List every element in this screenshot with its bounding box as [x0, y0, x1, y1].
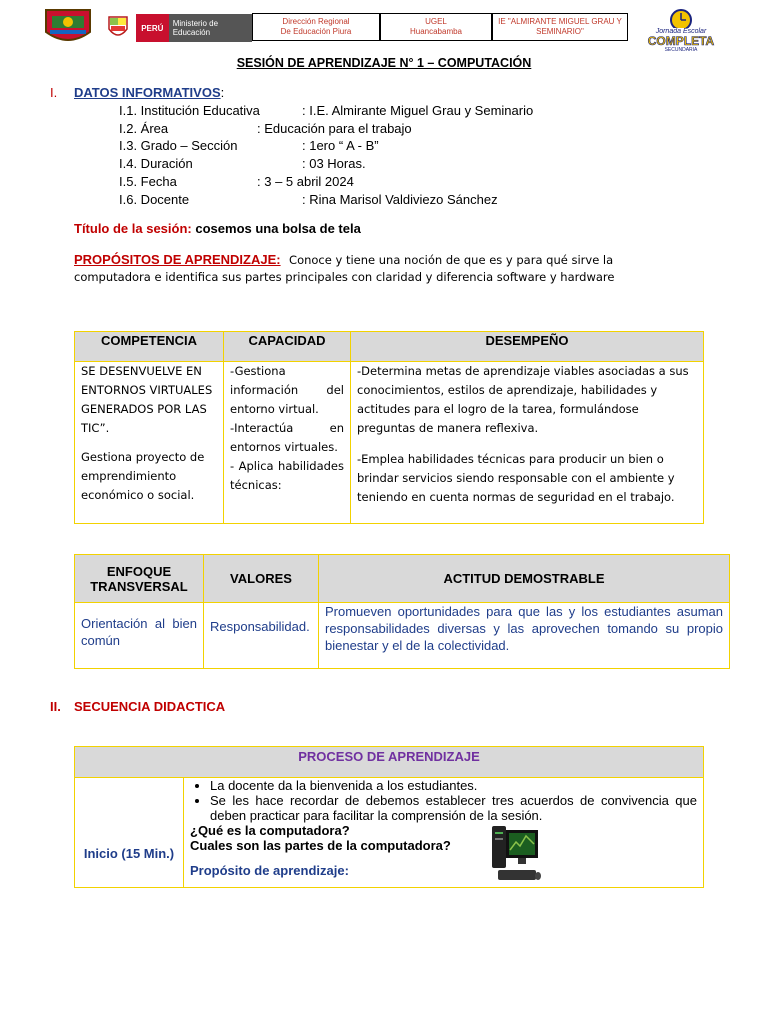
competencia-cell	[75, 362, 224, 524]
info-value-5: : 3 – 5 abril 2024	[257, 174, 354, 189]
dre-box	[252, 13, 380, 41]
info-row-5: I.5. Fecha	[119, 174, 177, 189]
ugel-box	[380, 13, 492, 41]
purposes-label: PROPÓSITOS DE APRENDIZAJE:	[74, 252, 281, 267]
info-value-2: : Educación para el trabajo	[257, 121, 412, 136]
regional-shield-logo	[44, 8, 92, 46]
section2-heading: SECUENCIA DIDACTICA	[74, 699, 226, 714]
col-header-actitud: ACTITUD DEMOSTRABLE	[319, 555, 730, 603]
info-row-1	[119, 103, 260, 118]
col-header-capacidad: CAPACIDAD	[224, 332, 351, 362]
capacidad-3: - Aplica habilidades técnicas:	[230, 459, 344, 492]
info-value-1: : I.E. Almirante Miguel Grau y Seminario	[302, 103, 534, 118]
question-2: Cuales son las partes de la computadora?	[190, 838, 451, 853]
ugel-line1: UGEL	[425, 17, 447, 26]
session-title	[74, 221, 361, 236]
session-title-label: Título de la sesión:	[74, 221, 192, 236]
ie-box	[492, 13, 628, 41]
info-label: I.1. Institución Educativa	[119, 103, 260, 118]
info-row-6: I.6. Docente	[119, 192, 190, 207]
col-header-desempeno: DESEMPEÑO	[351, 332, 704, 362]
info-row-4: I.4. Duración	[119, 156, 193, 171]
process-bullets	[188, 778, 697, 823]
computer-icon	[490, 824, 542, 886]
competencia-2: Gestiona proyecto de emprendimiento económico o social.	[81, 450, 205, 502]
approach-table	[74, 554, 730, 669]
ugel-line2: Huancabamba	[409, 27, 463, 36]
info-value-4: : 03 Horas.	[302, 156, 366, 171]
col-header-enfoque: ENFOQUE TRANSVERSAL	[75, 555, 204, 603]
logo-text-completa: COMPLETA	[647, 34, 715, 48]
col-header-competencia: COMPETENCIA	[75, 332, 224, 362]
bullet-2: • Se les hace recordar de debemos establecer tres acuerdos de convivencia que deben practicar para facilitar la comprensión de la sesión.	[210, 793, 697, 823]
competencia-1: SE DESENVUELVE EN ENTORNOS VIRTUALES GENERADOS POR LAS TIC”.	[81, 364, 213, 435]
info-value-3: : 1ero “ A - B”	[302, 138, 379, 153]
enfoque-cell: Orientación al bien común	[75, 603, 204, 669]
process-table	[74, 746, 704, 888]
purposes-text-1: Conoce y tiene una noción de que es y para qué sirve la	[289, 253, 614, 267]
competency-table	[74, 331, 704, 524]
desempeno-2: -Emplea habilidades técnicas para producir un bien o brindar servicios siendo responsable con el ambiente y teniendo en cuenta normas de seguridad en el trabajo.	[357, 452, 675, 504]
document-title: SESIÓN DE APRENDIZAJE N° 1 – COMPUTACIÓN	[236, 56, 532, 70]
process-header: PROCESO DE APRENDIZAJE	[75, 747, 704, 778]
process-content-cell	[184, 778, 704, 888]
section1-numeral: I.	[50, 85, 58, 100]
section2-numeral: II.	[50, 699, 61, 714]
logo-text-jornada: Jornada Escolar	[655, 28, 707, 35]
capacidad-cell	[224, 362, 351, 524]
ministry-badge	[136, 14, 252, 42]
section1-heading-wrap	[74, 85, 224, 100]
session-title-value: cosemos una bolsa de tela	[195, 221, 361, 236]
dre-line1: Dirección Regional	[282, 17, 350, 26]
desempeno-1: -Determina metas de aprendizaje viables asociadas a sus conocimientos, estilos de aprendizaje, habilidades y actitudes para el logro de la tarea, formulándose preguntas de manera reflexiva.	[357, 364, 689, 435]
purposes-line1	[74, 251, 714, 269]
desempeno-cell	[351, 362, 704, 524]
ministry-name: Ministerio de Educación	[172, 19, 219, 37]
bullet-1: • La docente da la bienvenida a los estudiantes.	[210, 778, 697, 793]
capacidad-1: -Gestiona información del entorno virtual.	[230, 364, 344, 416]
capacidad-2: -Interactúa en entornos virtuales.	[230, 421, 344, 454]
question-1: ¿Qué es la computadora?	[190, 823, 350, 838]
info-row-3: I.3. Grado – Sección	[119, 138, 238, 153]
national-shield-icon	[106, 13, 130, 43]
logo-text-secundaria: SECUNDARIA	[664, 47, 698, 53]
info-row-2: I.2. Área	[119, 121, 169, 136]
section1-heading: DATOS INFORMATIVOS	[74, 85, 221, 100]
purpose-label: Propósito de aprendizaje:	[190, 863, 349, 878]
section1-colon: :	[220, 85, 225, 100]
col-header-valores: VALORES	[204, 555, 319, 603]
peru-label: PERÚ	[136, 14, 169, 42]
phase-cell: Inicio (15 Min.)	[75, 778, 184, 888]
ie-name: IE "ALMIRANTE MIGUEL GRAU Y SEMINARIO"	[498, 17, 622, 36]
info-value-6: : Rina Marisol Valdiviezo Sánchez	[302, 192, 498, 207]
actitud-cell: Promueven oportunidades para que las y los estudiantes asuman responsabilidades diversas y las aprovechen tomando su propio bienestar y el de la colectividad.	[319, 603, 730, 669]
purposes-text-2: computadora e identifica sus partes principales con claridad y diferencia software y hardware	[74, 270, 615, 284]
dre-line2: De Educación Piura	[280, 27, 352, 36]
jornada-completa-logo	[636, 6, 726, 52]
valores-cell: Responsabilidad.	[204, 603, 319, 669]
